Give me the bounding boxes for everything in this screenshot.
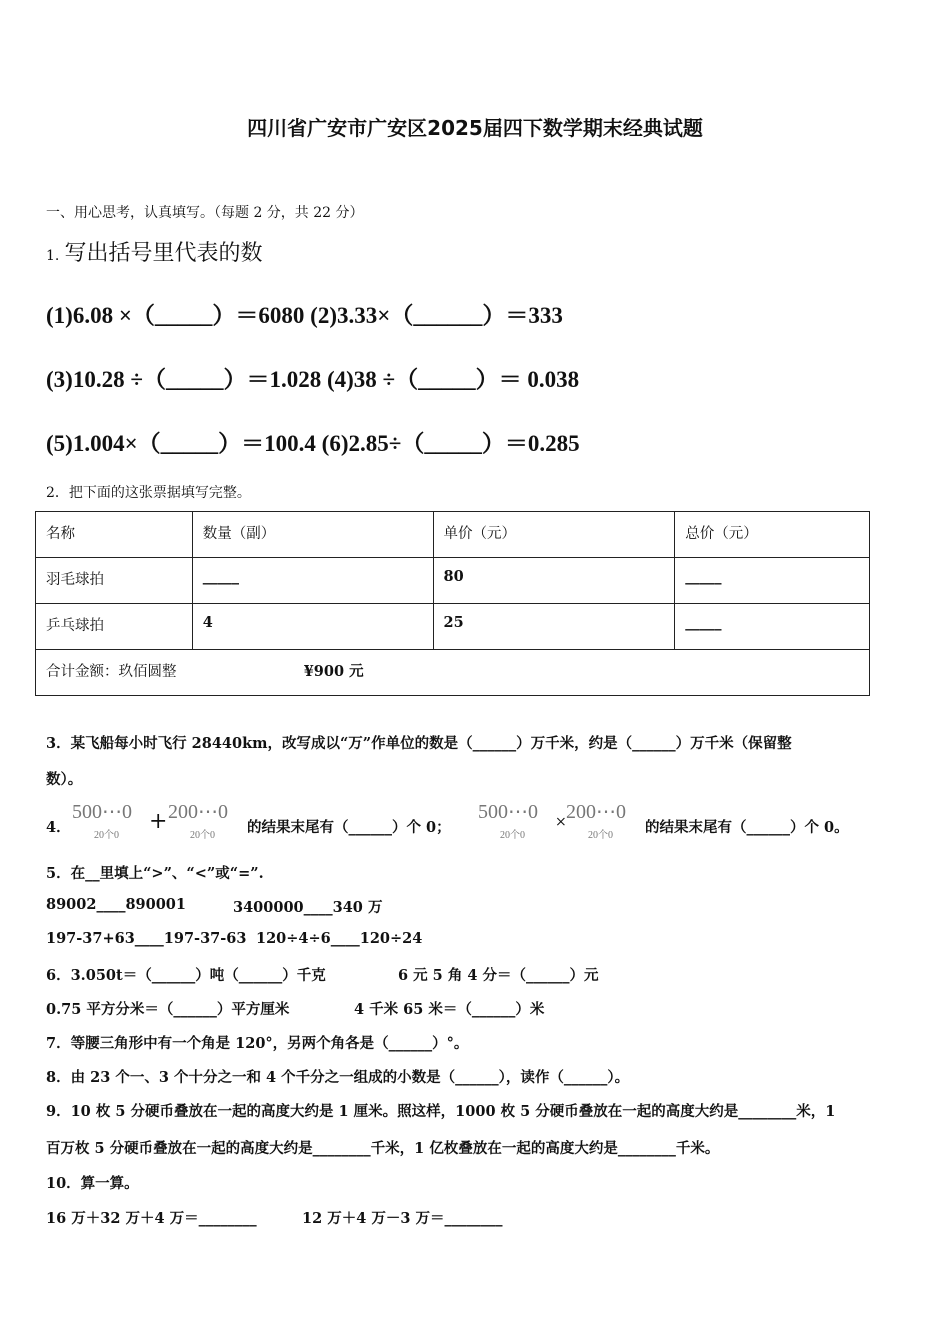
question-9-line-1: 9．10 枚 5 分硬币叠放在一起的高度大约是 1 厘米。照这样，1000 枚 5 分硬币叠放在一起的高度大约是________米，1 [46, 1103, 836, 1120]
compare-item: 197-37+63____197-37-63 [46, 930, 247, 947]
table-row [36, 558, 870, 604]
question-5-heading: 5．在__里填上“>”、“<”或“=”. [46, 865, 264, 882]
table-cell: 4 [192, 604, 433, 650]
table-cell: 25 [433, 604, 675, 650]
number-top: 500⋯0 [72, 801, 132, 823]
table-cell: 羽毛球拍 [36, 558, 193, 604]
table-header-cell: 数量（副） [192, 512, 433, 558]
table-header-cell: 名称 [36, 512, 193, 558]
table-header-cell: 单价（元） [433, 512, 675, 558]
question-text: 写出括号里代表的数 [64, 241, 263, 266]
question-1-row-1: (1)6.08 ×（_____）＝6080 (2)3.33×（______）＝333 [46, 303, 563, 328]
table-cell-blank: _____ [675, 604, 870, 650]
number-top: 200⋯0 [168, 801, 228, 823]
receipt-table [35, 511, 870, 696]
number-subscript: 20个0 [190, 830, 215, 841]
question-6-item: 0.75 平方分米＝（______）平方厘米 [46, 1001, 290, 1018]
table-header-cell: 总价（元） [675, 512, 870, 558]
question-4-middle-text: 的结果末尾有（______）个 0； [247, 819, 451, 836]
question-3-line-2: 数）。 [46, 771, 83, 788]
question-7: 7．等腰三角形中有一个角是 120°，另两个角各是（______）°。 [46, 1035, 469, 1052]
compare-item: 3400000____340 万 [233, 899, 383, 916]
question-9-line-2: 百万枚 5 分硬币叠放在一起的高度大约是________千米，1 亿枚叠放在一起的高度大约是________千米。 [46, 1140, 720, 1157]
total-label: 合计金额：玖佰圆整 [46, 664, 177, 680]
question-number: 1. [46, 248, 60, 264]
number-500-20-zeros [72, 799, 132, 841]
number-top: 500⋯0 [478, 801, 538, 823]
table-total-cell [36, 650, 870, 696]
page-title: 四川省广安市广安区2025届四下数学期末经典试题 [247, 116, 703, 140]
number-200-20-zeros [566, 799, 626, 841]
calc-item: 12 万＋4 万－3 万＝________ [302, 1210, 503, 1227]
question-3-line-1: 3．某飞船每小时飞行 28440km，改写成以“万”作单位的数是（______）万千米，约是（______）万千米（保留整 [46, 735, 792, 752]
table-cell: 乒乓球拍 [36, 604, 193, 650]
calc-item: 16 万＋32 万＋4 万＝________ [46, 1210, 257, 1227]
total-value: ¥900 元 [303, 663, 364, 680]
number-200-20-zeros [168, 799, 228, 841]
compare-item: 89002____890001 [46, 896, 186, 913]
number-subscript: 20个0 [500, 830, 525, 841]
number-top: 200⋯0 [566, 801, 626, 823]
table-cell-blank: _____ [192, 558, 433, 604]
question-1-row-3: (5)1.004×（_____）＝100.4 (6)2.85÷（_____）＝0.285 [46, 431, 580, 456]
question-8: 8．由 23 个一、3 个十分之一和 4 个千分之一组成的小数是（______），读作（______）。 [46, 1069, 630, 1086]
compare-item: 120÷4÷6____120÷24 [256, 930, 423, 947]
question-2-text: 2．把下面的这张票据填写完整。 [46, 485, 251, 501]
question-6-item: 4 千米 65 米＝（______）米 [354, 1001, 545, 1018]
question-1-heading [46, 236, 262, 267]
table-header-row [36, 512, 870, 558]
number-500-20-zeros [478, 799, 538, 841]
number-subscript: 20个0 [588, 830, 613, 841]
table-total-row [36, 650, 870, 696]
question-1-row-2: (3)10.28 ÷（_____）＝1.028 (4)38 ÷（_____）＝ 0.038 [46, 367, 580, 392]
table-row [36, 604, 870, 650]
question-6-item: 6 元 5 角 4 分＝（______）元 [398, 967, 599, 984]
question-4-number: 4． [46, 819, 71, 836]
question-10-heading: 10．算一算。 [46, 1175, 139, 1192]
question-6-item: 6．3.050t＝（______）吨（______）千克 [46, 967, 326, 984]
table-cell-blank: _____ [675, 558, 870, 604]
plus-sign: + [149, 809, 168, 834]
number-subscript: 20个0 [94, 830, 119, 841]
section-heading: 一、用心思考，认真填写。（每题 2 分，共 22 分） [46, 205, 364, 221]
question-4-end-text: 的结果末尾有（______）个 0。 [645, 819, 849, 836]
times-sign: × [555, 814, 567, 830]
table-cell: 80 [433, 558, 675, 604]
